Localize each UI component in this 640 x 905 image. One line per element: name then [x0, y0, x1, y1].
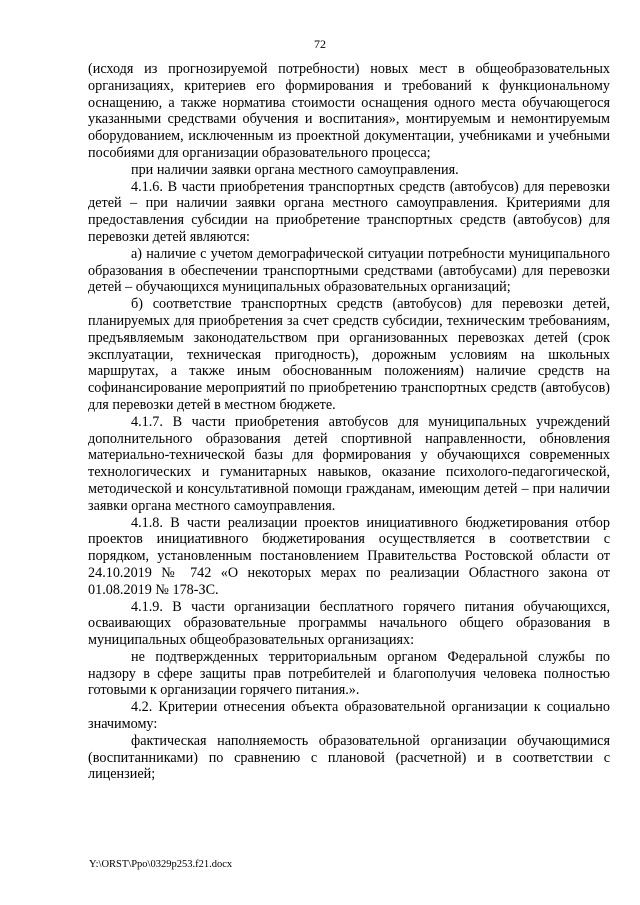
paragraph: при наличии заявки органа местного самоуправления. [131, 161, 459, 178]
paragraph-4-1-8: 4.1.8. В части реализации проектов инициативного бюджетирования отбор проектов инициативного бюджетирования осуществляется в соответствии с порядком, установленным постановлением Правительства Ростовской области от 24.10.2019 № 742 «О некоторых мерах по реализации Областного закона от 01.08.2019 № 178-ЗС. [88, 514, 610, 598]
paragraph-4-1-7: 4.1.7. В части приобретения автобусов для муниципальных учреждений дополнительного образования детей спортивной направленности, обновления материально-технической базы для формирования у обучающихся современных технологических и гуманитарных навыков, оказание психолого-педагогической, методической и консультативной помощи гражданам, имеющим детей – при наличии заявки органа местного самоуправления. [88, 413, 610, 514]
footer-file-path: Y:\ORST\Ppo\0329p253.f21.docx [89, 859, 233, 870]
paragraph-continuation: (исходя из прогнозируемой потребности) новых мест в общеобразовательных организациях, критериев его формирования и требований к функциональному оснащению, а также норматива стоимости оснащения одного места обучающегося указанными средствами обучения и воспитания», монтируемым и немонтируемым оборудованием, исключенным из проектной документации, учебниками и учебными пособиями для организации образовательного процесса; [88, 61, 610, 161]
paragraph-4-1-6: 4.1.6. В части приобретения транспортных средств (автобусов) для перевозки детей – при наличии заявки органа местного самоуправления. Критериями для предоставления субсидии на приобретение транспортных средств (автобусов) для перевозки детей являются: [88, 178, 610, 245]
document-body [88, 61, 610, 783]
paragraph-4-2: 4.2. Критерии отнесения объекта образовательной организации к социально значимому: [88, 699, 610, 733]
paragraph: фактическая наполняемость образовательной организации обучающимися (воспитанниками) по сравнению с плановой (расчетной) и в соответствии с лицензией; [88, 732, 610, 783]
page-number: 72 [314, 37, 326, 51]
paragraph-item-b: б) соответствие транспортных средств (автобусов) для перевозки детей, планируемых для приобретения за счет средств субсидии, техническим требованиям, предъявляемым законодательством при организованных перевозках детей (срок эксплуатации, техническая пригодность), дорожным условиям на школьных маршрутах, а также иным обоснованным положениям) наличие средств на софинансирование мероприятий по приобретению транспортных средств (автобусов) для перевозки детей в местном бюджете. [88, 296, 610, 413]
paragraph-item-a: а) наличие с учетом демографической ситуации потребности муниципального образования в обеспечении транспортными средствами (автобусами) для перевозки детей – обучающихся муниципальных образовательных организаций; [88, 245, 610, 296]
paragraph: не подтвержденных территориальным органом Федеральной службы по надзору в сфере защиты прав потребителей и благополучия человека полностью готовыми к организации горячего питания.». [88, 648, 610, 699]
paragraph-4-1-9: 4.1.9. В части организации бесплатного горячего питания обучающихся, осваивающих образовательные программы начального общего образования в муниципальных общеобразовательных организациях: [88, 598, 610, 649]
